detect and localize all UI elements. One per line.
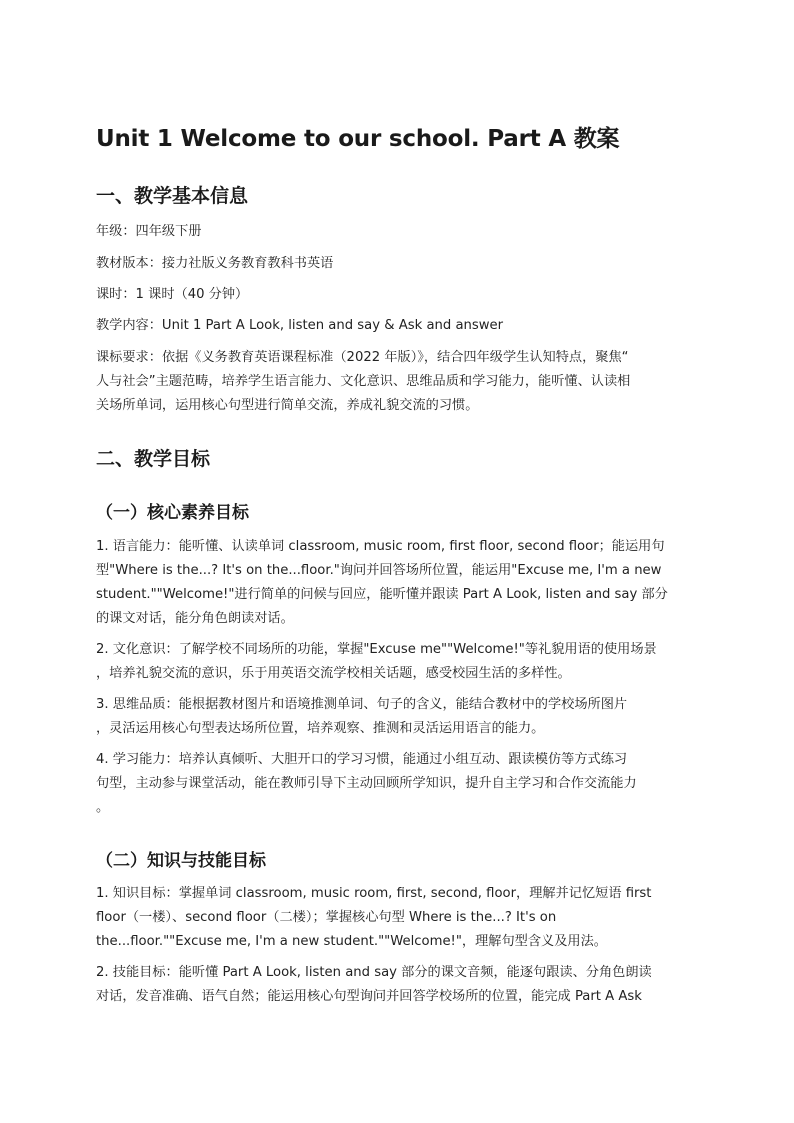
paragraph-line: 句型，主动参与课堂活动，能在教师引导下主动回顾所学知识，提升自主学习和合作交流能力	[96, 776, 637, 791]
paragraph-line: 关场所单词，运用核心句型进行简单交流，养成礼貌交流的习惯。	[96, 398, 479, 413]
section-heading-basic-info: 一、教学基本信息	[96, 185, 249, 207]
objective-cultural-awareness	[96, 638, 702, 686]
paragraph-line: the...floor.""Excuse me, I'm a new student.""Welcome!"，理解句型含义及用法。	[96, 934, 607, 949]
paragraph-line: 1. 语言能力：能听懂、认读单词 classroom, music room, first floor, second floor；能运用句	[96, 539, 665, 554]
objective-knowledge	[96, 882, 702, 954]
paragraph-line: 1. 知识目标：掌握单词 classroom, music room, first, second, floor，理解并记忆短语 first	[96, 886, 652, 901]
teaching-content-text: 教学内容：Unit 1 Part A Look, listen and say & Ask and answer	[96, 318, 504, 333]
objective-thinking-quality	[96, 693, 702, 741]
grade-text: 年级：四年级下册	[96, 224, 202, 239]
textbook-text: 教材版本：接力社版义务教育教科书英语	[96, 256, 334, 271]
paragraph-line: 3. 思维品质：能根据教材图片和语境推测单词、句子的含义，能结合教材中的学校场所图片	[96, 697, 628, 712]
paragraph-line: 的课文对话，能分角色朗读对话。	[96, 611, 294, 626]
paragraph-line: student.""Welcome!"进行简单的问候与回应，能听懂并跟读 Part A Look, listen and say 部分	[96, 587, 668, 602]
paragraph-line: 4. 学习能力：培养认真倾听、大胆开口的学习习惯，能通过小组互动、跟读模仿等方式练习	[96, 752, 628, 767]
paragraph-line: 2. 文化意识：了解学校不同场所的功能，掌握"Excuse me""Welcome!"等礼貌用语的使用场景	[96, 642, 657, 657]
paragraph-line: 。	[96, 800, 110, 815]
objective-skills	[96, 961, 702, 1009]
document-title: Unit 1 Welcome to our school. Part A 教案	[96, 126, 620, 152]
paragraph-line: 2. 技能目标：能听懂 Part A Look, listen and say 部分的课文音频，能逐句跟读、分角色朗读	[96, 965, 652, 980]
subsection-heading-knowledge-skills: （二）知识与技能目标	[96, 851, 266, 871]
paragraph-line: ，培养礼貌交流的意识，乐于用英语交流学校相关话题，感受校园生活的多样性。	[96, 666, 571, 681]
objective-learning-ability	[96, 748, 702, 820]
paragraph-line: floor（一楼）、second floor（二楼）；掌握核心句型 Where is the...? It's on	[96, 910, 557, 925]
paragraph-line: 型"Where is the...? It's on the...floor."询问并回答场所位置，能运用"Excuse me, I'm a new	[96, 563, 662, 578]
section-heading-objectives: 二、教学目标	[96, 448, 211, 470]
paragraph-line: ，灵活运用核心句型表达场所位置，培养观察、推测和灵活运用语言的能力。	[96, 721, 545, 736]
curriculum-standard-paragraph	[96, 346, 702, 418]
paragraph-line: 人与社会”主题范畴，培养学生语言能力、文化意识、思维品质和学习能力，能听懂、认读相	[96, 374, 631, 389]
paragraph-line: 课标要求：依据《义务教育英语课程标准（2022 年版）》，结合四年级学生认知特点，聚焦“	[96, 350, 629, 365]
paragraph-line: 对话，发音准确、语气自然；能运用核心句型询问并回答学校场所的位置，能完成 Part A Ask	[96, 989, 642, 1004]
objective-language-ability	[96, 535, 702, 631]
subsection-heading-core-literacy: （一）核心素养目标	[96, 503, 249, 523]
class-hours-text: 课时：1 课时（40 分钟）	[96, 287, 249, 302]
